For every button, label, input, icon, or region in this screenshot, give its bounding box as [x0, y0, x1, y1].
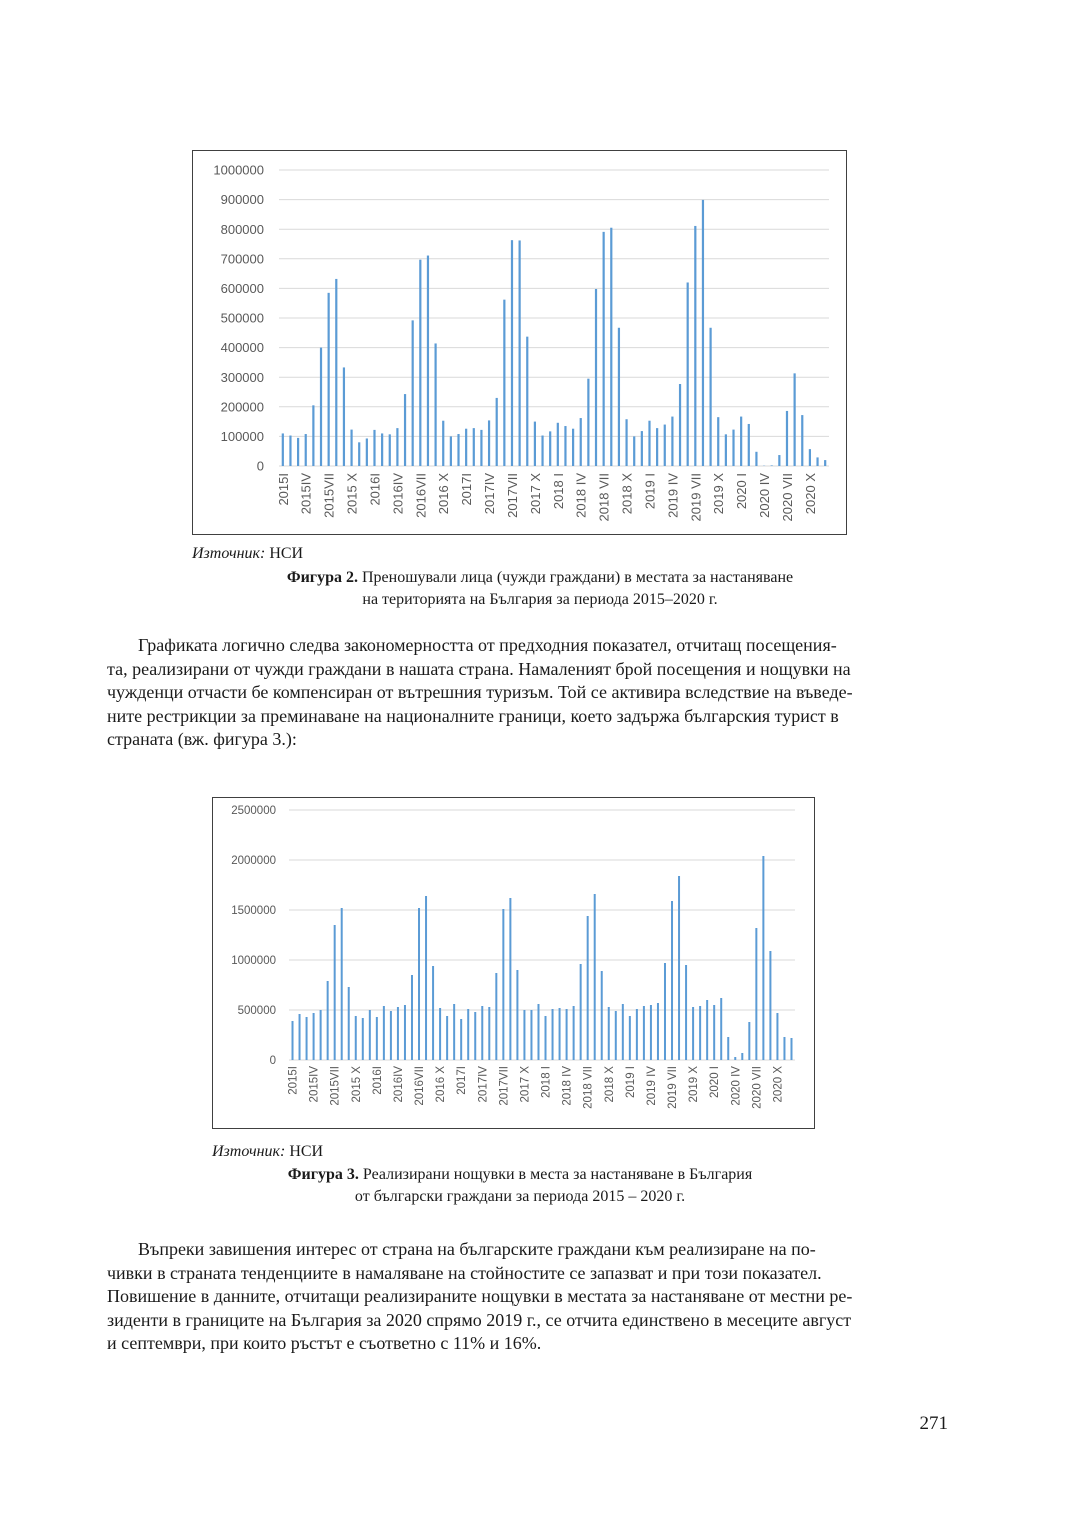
figure-3-bar [383, 1006, 385, 1060]
figure-3-y-tick-label: 1000000 [231, 955, 276, 968]
figure-3-bar [783, 1037, 785, 1060]
figure-2-bar [809, 449, 811, 466]
figure-3-bar [425, 896, 427, 1060]
figure-2-bar [572, 429, 574, 466]
figure-3-bar [502, 909, 504, 1060]
figure-3-x-tick-label: 2019 X [688, 1066, 701, 1103]
figure-2-bar [595, 289, 597, 466]
figure-2-bar [465, 429, 467, 466]
figure-3-x-tick-label: 2016I [371, 1066, 384, 1095]
figure-3-source-value: НСИ [289, 1143, 324, 1160]
figure-2-x-tick-label: 2016 X [436, 473, 452, 515]
figure-2-bar [794, 373, 796, 466]
figure-3-bar [748, 1022, 750, 1060]
figure-2-bar [373, 430, 375, 466]
figure-3-x-tick-label: 2015VII [329, 1066, 342, 1106]
figure-3-bar [608, 1007, 610, 1060]
figure-3-bar [699, 1006, 701, 1060]
figure-2-y-tick-label: 600000 [220, 280, 264, 296]
figure-3-bar [650, 1005, 652, 1060]
figure-3-x-tick-label: 2020 IV [730, 1066, 743, 1106]
paragraph-2-line2: чивки в страната тенденциите в намаляване на стойностите се запазват и при този показател. [107, 1262, 822, 1283]
paragraph-2 [107, 1238, 951, 1356]
figure-2-bar [549, 431, 551, 466]
figure-2-bar [328, 293, 330, 466]
figure-2-bar [618, 328, 620, 466]
figure-3-bar [573, 1006, 575, 1060]
figure-3-bar [432, 966, 434, 1060]
figure-3-x-tick-label: 2015I [287, 1066, 300, 1095]
figure-3-source-label: Източник: [212, 1143, 286, 1160]
figure-2-bar [412, 320, 414, 466]
figure-3-bar [636, 1009, 638, 1060]
paragraph-1 [107, 634, 951, 752]
figure-2-bar [656, 428, 658, 466]
figure-3-x-tick-label: 2017 X [519, 1066, 532, 1103]
figure-3-x-tick-label: 2017VII [498, 1066, 511, 1106]
figure-3-x-tick-label: 2015 X [350, 1066, 363, 1103]
figure-2-caption-text1: Преношували лица (чужди граждани) в местата за настаняване [361, 569, 794, 586]
figure-2-bar [366, 438, 368, 466]
figure-3-y-tick-label: 2000000 [231, 855, 276, 868]
figure-2-bar [816, 457, 818, 466]
page-number: 271 [919, 1413, 948, 1434]
paragraph-1-line3: чужденци отчасти бе компенсиран от вътрешния туризъм. Той се активира вследствие на въведе- [107, 682, 853, 702]
paragraph-1-line4: ните рестрикции за преминаване на националните граници, което задържа българския турист в [107, 705, 839, 726]
figure-3-bar [446, 1016, 448, 1060]
figure-3-x-tick-label: 2016VII [414, 1066, 427, 1106]
figure-3-bar [622, 1004, 624, 1060]
figure-2-bar [450, 436, 452, 466]
figure-3-bar [348, 987, 350, 1060]
figure-2-x-tick-label: 2015 X [344, 473, 360, 515]
figure-3-x-tick-label: 2016IV [392, 1066, 405, 1103]
figure-2-x-tick-label: 2018 VII [596, 473, 612, 522]
figure-3-bar [643, 1006, 645, 1060]
figure-2-bar [679, 384, 681, 466]
figure-3-bar [313, 1013, 315, 1060]
figure-2-bar [725, 434, 727, 466]
figure-3-caption [140, 1164, 900, 1208]
figure-3-x-tick-label: 2015IV [308, 1066, 321, 1103]
figure-2-bar [358, 442, 360, 466]
figure-2-bar [801, 415, 803, 466]
figure-2-y-tick-label: 800000 [220, 221, 264, 237]
figure-3-x-tick-label: 2020 I [709, 1066, 722, 1098]
figure-2-y-tick-label: 200000 [220, 399, 264, 415]
figure-3-x-tick-label: 2019 IV [645, 1066, 658, 1106]
figure-2-bar [671, 417, 673, 466]
figure-3-bar [488, 1007, 490, 1060]
paragraph-2-line4: зиденти в границите на България за 2020 спрямо 2019 г., се отчита единствено в месеците август [107, 1309, 852, 1330]
figure-2-bar [442, 421, 444, 466]
figure-2-bar [748, 424, 750, 466]
figure-2-x-tick-label: 2015IV [298, 473, 314, 515]
figure-3-y-tick-label: 2500000 [231, 805, 276, 818]
figure-2-bar [587, 379, 589, 466]
figure-2-bar [289, 436, 291, 466]
figure-2-bar [526, 337, 528, 466]
figure-2-bar [343, 367, 345, 466]
figure-2-bar [335, 279, 337, 466]
figure-3-bar [495, 973, 497, 1060]
figure-3-bar [509, 898, 511, 1060]
figure-3-bar [292, 1021, 294, 1060]
figure-2-bar [824, 460, 826, 466]
paragraph-1-line5: страната (вж. фигура 3.): [107, 729, 297, 749]
figure-2-bar [404, 394, 406, 466]
figure-2-bar [282, 433, 284, 466]
figure-3-bar [320, 1010, 322, 1060]
figure-2-bar [664, 425, 666, 466]
figure-2-bar [389, 434, 391, 466]
figure-3-bar [545, 1016, 547, 1060]
figure-2-caption-label: Фигура 2. [286, 569, 358, 586]
figure-3-caption-line2: от български граждани за периода 2015 – 2020 г. [354, 1188, 686, 1205]
figure-2-x-tick-label: 2018 IV [573, 473, 589, 518]
figure-2-chart [192, 150, 847, 535]
figure-3-bar [594, 894, 596, 1060]
figure-3-bar [516, 970, 518, 1060]
figure-2-bar [702, 200, 704, 466]
paragraph-2-line3: Повишение в данните, отчитащи реализираните нощувки в местата за настаняване от местни ре- [107, 1286, 853, 1306]
figure-2-y-tick-label: 300000 [220, 369, 264, 385]
figure-3-bar [706, 1000, 708, 1060]
figure-2-bar [419, 260, 421, 466]
figure-2-bar [427, 256, 429, 466]
figure-3-x-tick-label: 2020 X [772, 1066, 785, 1103]
figure-2-svg [193, 151, 848, 536]
figure-3-bar [685, 965, 687, 1060]
figure-3-svg [213, 798, 816, 1130]
figure-2-bar [434, 343, 436, 466]
figure-3-bar [481, 1006, 483, 1060]
figure-3-y-tick-label: 0 [269, 1055, 276, 1068]
figure-3-bar [580, 964, 582, 1060]
figure-2-bar [488, 420, 490, 466]
figure-2-bar [778, 455, 780, 466]
figure-3-bar [727, 1037, 729, 1060]
figure-2-caption-line2: на територията на България за периода 2015–2020 г. [362, 591, 718, 608]
figure-3-bar [439, 1008, 441, 1060]
figure-3-bar [692, 1007, 694, 1060]
figure-2-x-tick-label: 2020 X [802, 473, 818, 515]
figure-3-bar [769, 951, 771, 1060]
figure-2-x-tick-label: 2018 X [619, 473, 635, 515]
figure-2-caption [160, 567, 920, 611]
figure-3-bar [404, 1005, 406, 1060]
figure-2-bar [350, 430, 352, 466]
paragraph-1-line2: та, реализирани от чужди граждани в нашата страна. Намаленият брой посещения и нощувки на [107, 658, 851, 679]
figure-3-bar [467, 1009, 469, 1060]
figure-2-bar [496, 398, 498, 466]
figure-2-x-tick-label: 2020 VII [779, 473, 795, 522]
figure-3-bar [460, 1019, 462, 1060]
figure-3-x-tick-label: 2016 X [435, 1066, 448, 1103]
figure-2-y-tick-label: 700000 [220, 251, 264, 267]
figure-2-x-tick-label: 2015VII [321, 473, 337, 518]
figure-2-x-tick-label: 2017 X [527, 473, 543, 515]
figure-3-bar [671, 901, 673, 1060]
figure-2-bar [687, 282, 689, 466]
figure-3-bar [390, 1011, 392, 1060]
figure-2-x-tick-label: 2016I [367, 473, 383, 506]
figure-2-bar [564, 426, 566, 466]
paragraph-2-line5: и септември, при които ръстът е съответно с 11% и 16%. [107, 1333, 542, 1353]
figure-2-bar [648, 421, 650, 466]
figure-2-bar [755, 452, 757, 466]
figure-3-bar [362, 1018, 364, 1060]
figure-2-bar [305, 434, 307, 466]
figure-3-x-tick-label: 2019 VII [667, 1066, 680, 1109]
figure-3-bar [734, 1057, 736, 1060]
figure-3-x-tick-label: 2019 I [624, 1066, 637, 1098]
figure-2-x-tick-label: 2016VII [413, 473, 429, 518]
figure-3-caption-label: Фигура 3. [287, 1166, 359, 1183]
figure-3-x-tick-label: 2018 I [540, 1066, 553, 1098]
figure-2-x-tick-label: 2017IV [482, 473, 498, 515]
figure-2-caption-line1 [160, 567, 920, 589]
figure-3-bar [299, 1014, 301, 1060]
figure-2-x-tick-label: 2019 VII [688, 473, 704, 522]
figure-2-bar [511, 240, 513, 466]
figure-2-bar [457, 434, 459, 466]
figure-3-bar [559, 1008, 561, 1060]
figure-3-bar [762, 856, 764, 1060]
figure-3-bar [657, 1003, 659, 1060]
figure-3-bar [369, 1010, 371, 1060]
figure-2-bar [786, 411, 788, 466]
figure-3-bar [755, 928, 757, 1060]
figure-2-bar [534, 422, 536, 466]
figure-3-x-tick-label: 2020 VII [751, 1066, 764, 1109]
figure-3-bar [341, 908, 343, 1060]
paragraph-1-line1 [107, 634, 951, 658]
figure-2-y-tick-label: 1000000 [213, 162, 264, 178]
figure-2-source-value: НСИ [269, 545, 304, 562]
figure-3-caption-line1 [140, 1164, 900, 1186]
figure-2-bar [320, 348, 322, 466]
figure-3-bar [615, 1011, 617, 1060]
figure-2-bar [633, 436, 635, 466]
figure-2-x-tick-label: 2020 IV [757, 473, 773, 518]
figure-3-bar [327, 981, 329, 1060]
paragraph-1-line1-text: Графиката логично следва закономерността от предходния показател, отчитащ посещения- [138, 635, 837, 655]
figure-2-bar [625, 419, 627, 466]
figure-2-bar [771, 465, 773, 466]
figure-3-bar [678, 876, 680, 1060]
figure-3-bar [474, 1012, 476, 1060]
figure-2-bar [312, 405, 314, 466]
figure-2-source [192, 544, 303, 564]
figure-2-x-tick-label: 2020 I [734, 473, 750, 510]
paragraph-2-line1-text: Въпреки завишения интерес от страна на българските граждани към реализиране на по- [138, 1239, 816, 1259]
figure-3-bar [720, 998, 722, 1060]
figure-2-bar [503, 300, 505, 466]
figure-3-x-tick-label: 2018 VII [582, 1066, 595, 1109]
figure-3-bar [601, 971, 603, 1060]
figure-3-bar [664, 963, 666, 1060]
figure-2-bar [557, 423, 559, 466]
figure-2-bar [473, 428, 475, 466]
figure-3-bar [776, 1013, 778, 1060]
figure-3-bar [537, 1004, 539, 1060]
figure-2-bar [297, 438, 299, 466]
figure-2-y-tick-label: 900000 [220, 192, 264, 208]
figure-2-x-tick-label: 2016IV [390, 473, 406, 515]
figure-2-bar [396, 428, 398, 466]
figure-2-bar [610, 228, 612, 466]
figure-2-bar [480, 430, 482, 466]
figure-3-bar [566, 1009, 568, 1060]
figure-2-bar [732, 430, 734, 466]
figure-3-x-tick-label: 2017IV [477, 1066, 490, 1103]
figure-2-x-tick-label: 2019 X [711, 473, 727, 515]
figure-2-x-tick-label: 2015I [275, 473, 291, 506]
figure-3-bar [411, 975, 413, 1060]
figure-2-x-tick-label: 2019 I [642, 473, 658, 510]
figure-3-bar [587, 916, 589, 1060]
figure-2-x-tick-label: 2019 IV [665, 473, 681, 518]
figure-3-x-tick-label: 2018 X [603, 1066, 616, 1103]
figure-3-bar [418, 908, 420, 1060]
figure-2-bar [580, 418, 582, 466]
figure-3-bar [306, 1017, 308, 1060]
figure-2-x-tick-label: 2018 I [550, 473, 566, 510]
paragraph-2-line1 [107, 1238, 951, 1262]
figure-3-y-tick-label: 500000 [237, 1005, 276, 1018]
figure-2-x-tick-label: 2017VII [504, 473, 520, 518]
figure-3-bar [453, 1004, 455, 1060]
figure-3-bar [355, 1016, 357, 1060]
figure-2-y-tick-label: 0 [256, 458, 264, 474]
figure-3-y-tick-label: 1500000 [231, 905, 276, 918]
figure-3-bar [713, 1005, 715, 1060]
figure-2-bar [717, 417, 719, 466]
figure-3-bar [334, 925, 336, 1060]
figure-3-chart [212, 797, 815, 1129]
figure-3-bar [629, 1016, 631, 1060]
figure-2-bar [519, 240, 521, 466]
figure-3-x-tick-label: 2017I [456, 1066, 469, 1095]
figure-3-bar [376, 1017, 378, 1060]
figure-3-bar [530, 1010, 532, 1060]
figure-3-x-tick-label: 2018 IV [561, 1066, 574, 1106]
figure-2-x-tick-label: 2017I [459, 473, 475, 506]
figure-3-bar [397, 1007, 399, 1060]
figure-2-bar [694, 226, 696, 466]
figure-2-bar [541, 436, 543, 466]
figure-3-bar [552, 1009, 554, 1060]
figure-2-bar [381, 433, 383, 466]
figure-3-bar [790, 1038, 792, 1060]
figure-3-caption-text1: Реализирани нощувки в места за настаняване в България [362, 1166, 753, 1183]
figure-3-source [212, 1142, 323, 1162]
figure-2-y-tick-label: 100000 [220, 428, 264, 444]
figure-3-bar [741, 1053, 743, 1060]
figure-2-y-tick-label: 400000 [220, 340, 264, 356]
figure-3-bar [523, 1010, 525, 1060]
figure-2-bar [641, 431, 643, 466]
figure-2-bar [709, 328, 711, 466]
figure-2-bar [603, 232, 605, 466]
figure-2-source-label: Източник: [192, 545, 266, 562]
figure-2-y-tick-label: 500000 [220, 310, 264, 326]
figure-2-bar [740, 417, 742, 466]
